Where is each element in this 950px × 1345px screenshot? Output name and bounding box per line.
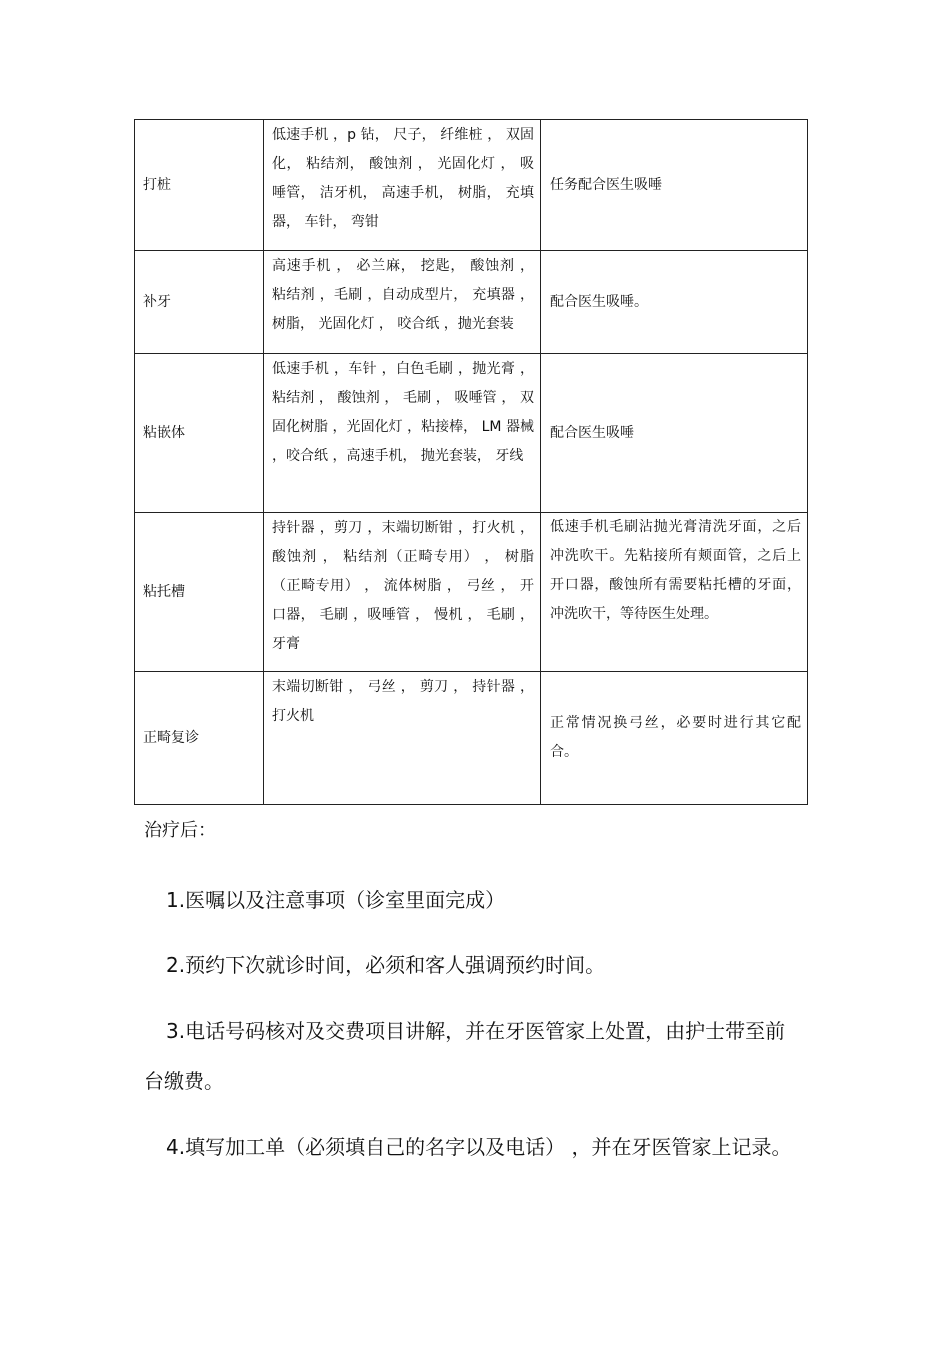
tools-cell: 低速手机 ，p 钻， 尺子， 纤维桩 ， 双固化， 粘结剂， 酸蚀剂 ， 光固化灯 ， 吸唾管， 洁牙机， 高速手机， 树脂， 充填器， 车针， 弯钳 xyxy=(264,120,541,251)
tools-cell: 持针器 ，剪刀 ，末端切断钳 ，打火机 ， 酸蚀剂 ， 粘结剂（正畸专用） ， 树脂（正畸专用） ， 流体树脂 ， 弓丝 ， 开口器， 毛刷 ，吸唾管 ， 慢机 ， 毛刷 ， 牙膏 xyxy=(264,513,541,672)
after-step-1: 1.医嘱以及注意事项（诊室里面完成） xyxy=(166,888,506,912)
procedure-cell: 粘嵌体 xyxy=(135,354,264,513)
notes-cell: 任务配合医生吸唾 xyxy=(541,120,808,251)
tools-cell: 末端切断钳 ， 弓丝 ， 剪刀 ， 持针器 ， 打火机 xyxy=(264,672,541,805)
procedure-cell: 补牙 xyxy=(135,251,264,354)
notes-cell: 配合医生吸唾 xyxy=(541,354,808,513)
notes-cell: 正常情况换弓丝，必要时进行其它配合。 xyxy=(541,672,808,805)
table-row xyxy=(135,513,808,672)
procedure-cell: 打桩 xyxy=(135,120,264,251)
after-treatment-heading: 治疗后： xyxy=(144,820,216,841)
notes-cell: 低速手机毛刷沾抛光膏清洗牙面，之后冲洗吹干。先粘接所有颊面管，之后上开口器，酸蚀所有需要粘托槽的牙面，冲洗吹干，等待医生处理。 xyxy=(541,513,808,672)
tools-cell: 低速手机 ，车针 ，白色毛刷 ，抛光膏 ， 粘结剂 ， 酸蚀剂 ， 毛刷 ， 吸唾管 ， 双固化树脂 ，光固化灯 ，粘接棒， LM 器械 ，咬合纸 ，高速手机， 抛光套装， 牙线 xyxy=(264,354,541,513)
after-step-2: 2.预约下次就诊时间，必须和客人强调预约时间。 xyxy=(166,953,606,977)
table-row xyxy=(135,120,808,251)
tools-cell: 高速手机 ， 必兰麻， 挖匙， 酸蚀剂 ， 粘结剂 ，毛刷 ，自动成型片， 充填器 ， 树脂， 光固化灯 ， 咬合纸 ，抛光套装 xyxy=(264,251,541,354)
table-row xyxy=(135,672,808,805)
after-step-3: 3.电话号码核对及交费项目讲解，并在牙医管家上处置，由护士带至前台缴费。 xyxy=(144,1019,786,1093)
procedure-cell: 粘托槽 xyxy=(135,513,264,672)
procedure-cell: 正畸复诊 xyxy=(135,672,264,805)
procedure-table xyxy=(134,119,808,805)
notes-cell: 配合医生吸唾。 xyxy=(541,251,808,354)
table-row xyxy=(135,251,808,354)
after-step-4: 4.填写加工单（必须填自己的名字以及电话） ，并在牙医管家上记录。 xyxy=(166,1135,792,1159)
table-row xyxy=(135,354,808,513)
